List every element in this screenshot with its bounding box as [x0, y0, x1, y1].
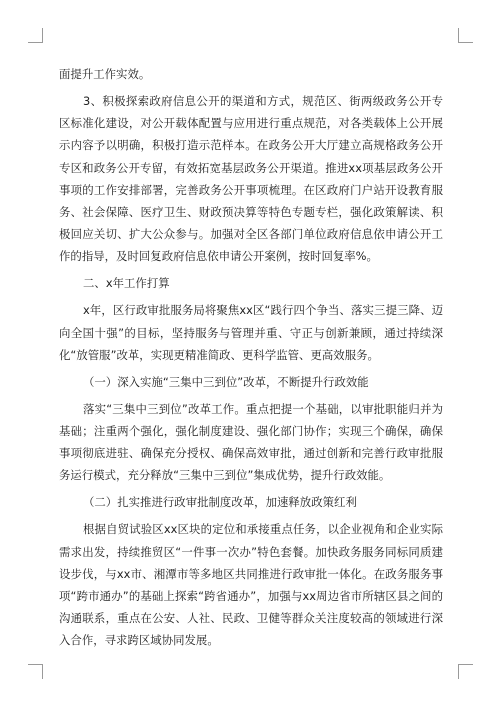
crop-mark-top-left	[28, 28, 43, 43]
paragraph-item-3: 3、积极探索政府信息公开的渠道和方式，规范区、街两级政务公开专区标准化建设，对公开载体配置与应用进行重点规范，对各类载体上公开展示内容予以明确，积极打造示范样本。在政务公开大厅建立高规格政务公开专区和政务公开专留，有效拓宽基层政务公开渠道。推进xx项基层政务公开事项的工作安排部署，完善政务公开事项梳理。在区政府门户站开设教育服务、社会保障、医疗卫生、财政预决算等特色专题专栏，强化政策解读、积极回应关切、扩大公众参与。加强对全区各部门单位政府信息依申请公开工作的指导，及时回复政府信息依申请公开案例，按时回复率%。	[59, 94, 443, 264]
document-body	[59, 63, 443, 656]
crop-mark-bottom-right	[458, 664, 473, 679]
crop-mark-bottom-left	[28, 664, 43, 679]
paragraph-plan-intro: x年，区行政审批服务局将聚焦xx区“践行四个争当、落实三提三降、迈向全国十强”的目标，坚持服务与管理并重、守正与创新兼顾，通过持续深化“放管服”改革，实现更精准简政、更科学监管、更高效服务。	[59, 303, 443, 362]
paragraph-continuation: 面提升工作实效。	[59, 67, 151, 81]
paragraph-approval-reform: 根据自贸试验区xx区块的定位和承接重点任务，以企业视角和企业实际需求出发，持续推贸区“一件事一次办”特色套餐。加快政务服务同标同质建设步伐，与xx市、湘潭市等多地区共同推进行政审批一体化。在政务服务事项“跨市通办”的基础上探索“跨省通办”，加强与xx周边省市所辖区县之间的沟通联系，重点在公安、人社、民政、卫健等群众关注度较高的领域进行深入合作，寻求跨区域协同发展。	[59, 522, 443, 648]
section-heading-work-plan: 二、x年工作打算	[83, 276, 170, 291]
subheading-1: （一）深入实施“三集中三到位”改革，不断提升行政效能	[83, 374, 369, 389]
paragraph-reform-work: 落实“三集中三到位”改革工作。重点把提一个基础，以审批职能归并为基础；注重两个强化，强化制度建设、强化部门协作；实现三个确保，确保事项彻底进驻、确保充分授权、确保高效审批，通过创新和完善行政审批服务运行模式，充分释放“三集中三到位”集成优势，提升行政效能。	[59, 401, 443, 483]
subheading-2: （二）扎实推进行政审批制度改革，加速释放政策红利	[83, 495, 357, 510]
crop-mark-top-right	[458, 28, 473, 43]
